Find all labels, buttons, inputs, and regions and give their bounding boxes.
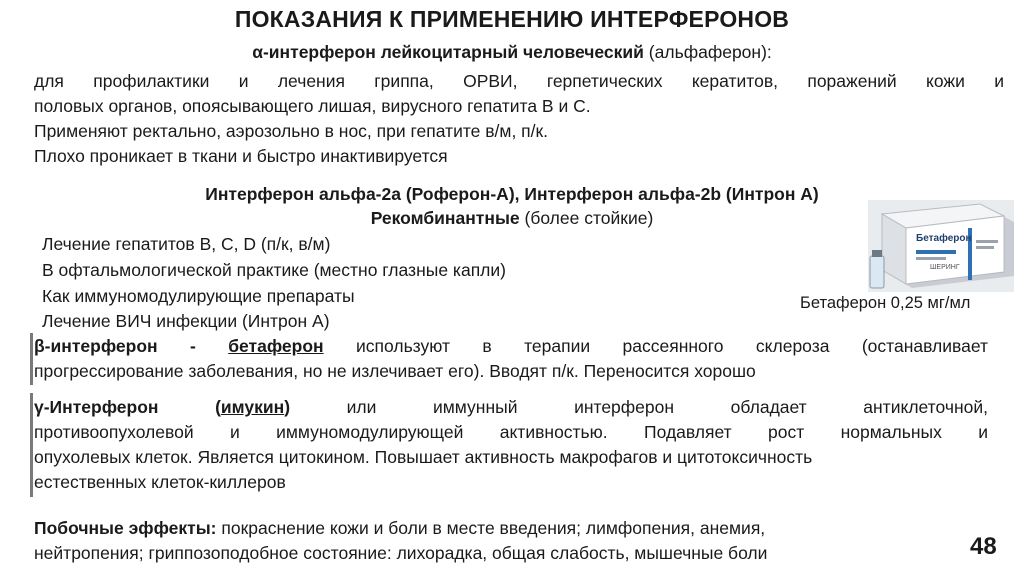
beta-line-1-rest: используют в терапии рассеянного склероза (останавливает: [323, 336, 988, 356]
alpha-heading-normal: (альфаферон):: [643, 42, 772, 62]
gamma-line-2: противоопухолевой и иммуномодулирующей активностью. Подавляет рост нормальных и: [34, 422, 988, 442]
side-effects-line-1: [34, 517, 765, 539]
gamma-line-1: [34, 396, 988, 418]
beta-lead-bold: β-интерферон -: [34, 336, 229, 356]
recombinant-item-1: Лечение гепатитов В, С, D (п/к, в/м): [42, 234, 331, 254]
side-effects-label: Побочные эффекты:: [34, 518, 217, 538]
gamma-lead-close: ): [284, 397, 291, 417]
beta-line-2: прогрессирование заболевания, но не излечивает его). Вводят п/к. Переносится хорошо: [34, 361, 756, 381]
betaferon-package-graphic: [868, 200, 1014, 292]
beta-line-1: [34, 335, 988, 357]
beta-drug-name: бетаферон: [228, 336, 324, 356]
alpha-line-4: Плохо проникает в ткани и быстро инактивируется: [34, 146, 448, 166]
betaferon-caption: Бетаферон 0,25 мг/мл: [800, 294, 971, 312]
slide-title: ПОКАЗАНИЯ К ПРИМЕНЕНИЮ ИНТЕРФЕРОНОВ: [234, 6, 790, 32]
gamma-line-4: естественных клеток-киллеров: [34, 472, 286, 492]
package-maker-text: ШЕРИНГ: [930, 264, 960, 271]
alpha-line-1: для профилактики и лечения гриппа, ОРВИ, герпетических кератитов, поражений кожи и: [34, 71, 1004, 91]
recombinant-sub-bold: Рекомбинантные: [370, 208, 520, 228]
alpha-line-3: Применяют ректально, аэрозольно в нос, при гепатите в/м, п/к.: [34, 121, 549, 141]
recombinant-item-2: В офтальмологической практике (местно глазные капли): [42, 260, 506, 280]
side-effects-line-2: нейтропения; гриппозоподобное состояние: лихорадка, общая слабость, мышечные боли: [34, 543, 768, 563]
side-effects-line-1-rest: покраснение кожи и боли в месте введения; лимфопения, анемия,: [216, 518, 766, 538]
package-brand-text: Бетаферон: [916, 233, 972, 244]
recombinant-heading: Интерферон альфа-2а (Роферон-А), Интерферон альфа-2b (Интрон А): [205, 184, 819, 204]
gamma-line-3: опухолевых клеток. Является цитокином. Повышает активность макрофагов и цитотоксичность: [34, 447, 813, 467]
page-number: 48: [970, 533, 997, 560]
gamma-drug-name: имукин: [220, 397, 285, 417]
betaferon-package-image: [868, 200, 1014, 292]
alpha-heading: [0, 41, 1024, 63]
gamma-line-1-rest: или иммунный интерферон обладает антиклеточной,: [290, 397, 988, 417]
alpha-line-2: половых органов, опоясывающего лишая, вирусного гепатита В и С.: [34, 96, 591, 116]
recombinant-item-3: Как иммуномодулирующие препараты: [42, 286, 355, 306]
gamma-lead-bold: γ-Интерферон (: [34, 397, 221, 417]
recombinant-item-4: Лечение ВИЧ инфекции (Интрон А): [42, 311, 330, 331]
alpha-heading-bold: α-интерферон лейкоцитарный человеческий: [252, 42, 644, 62]
recombinant-sub-normal: (более стойкие): [519, 208, 654, 228]
